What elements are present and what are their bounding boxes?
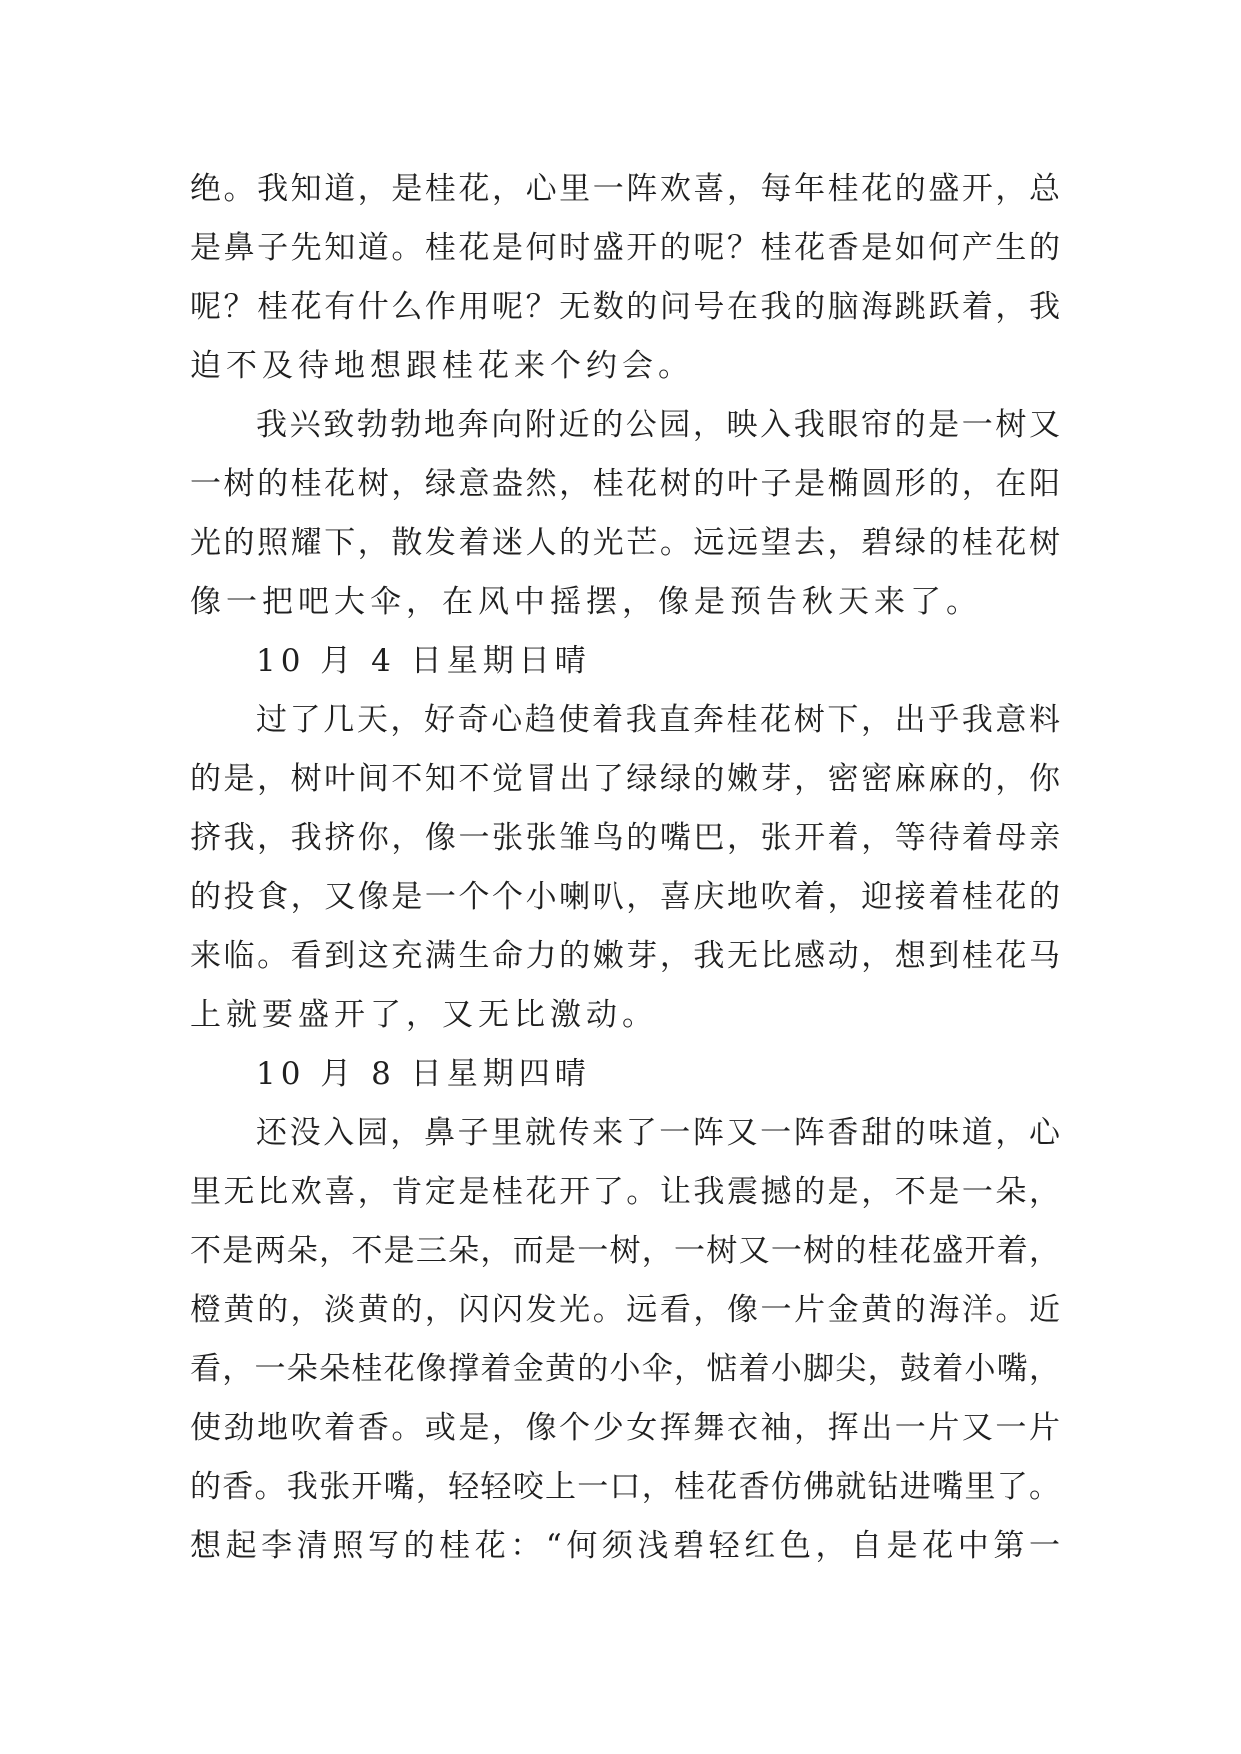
text-line: 像一把吧大伞，在风中摇摆，像是预告秋天来了。 bbox=[190, 584, 982, 620]
text-line: 迫不及待地想跟桂花来个约会。 bbox=[190, 348, 694, 384]
text-line: 是鼻子先知道。桂花是何时盛开的呢？桂花香是如何产生的 bbox=[190, 230, 1060, 266]
text-line: 橙黄的，淡黄的，闪闪发光。远看，像一片金黄的海洋。近 bbox=[190, 1292, 1060, 1328]
text-line: 一树的桂花树，绿意盎然，桂花树的叶子是椭圆形的，在阳 bbox=[190, 466, 1060, 502]
document-page bbox=[190, 160, 1060, 1576]
text-line: 看，一朵朵桂花像撑着金黄的小伞，惦着小脚尖，鼓着小嘴， bbox=[190, 1351, 1060, 1387]
text-line: 的是，树叶间不知不觉冒出了绿绿的嫩芽，密密麻麻的，你 bbox=[190, 761, 1060, 797]
text-line: 过了几天，好奇心趋使着我直奔桂花树下，出乎我意料 bbox=[256, 702, 1060, 738]
text-line: 绝。我知道，是桂花，心里一阵欢喜，每年桂花的盛开，总 bbox=[190, 171, 1060, 207]
diary-date-heading: 10 月 8 日星期四晴 bbox=[256, 1056, 591, 1092]
diary-date-heading: 10 月 4 日星期日晴 bbox=[256, 643, 591, 679]
text-line: 不是两朵，不是三朵，而是一树，一树又一树的桂花盛开着， bbox=[190, 1233, 1060, 1269]
text-line: 想起李清照写的桂花：“何须浅碧轻红色，自是花中第一 bbox=[190, 1528, 1060, 1564]
text-line: 呢？桂花有什么作用呢？无数的问号在我的脑海跳跃着，我 bbox=[190, 289, 1060, 325]
text-line: 来临。看到这充满生命力的嫩芽，我无比感动，想到桂花马 bbox=[190, 938, 1060, 974]
text-line: 使劲地吹着香。或是，像个少女挥舞衣袖，挥出一片又一片 bbox=[190, 1410, 1060, 1446]
text-line: 里无比欢喜，肯定是桂花开了。让我震撼的是，不是一朵， bbox=[190, 1174, 1060, 1210]
text-line: 上就要盛开了，又无比激动。 bbox=[190, 997, 658, 1033]
text-line: 的香。我张开嘴，轻轻咬上一口，桂花香仿佛就钻进嘴里了。 bbox=[190, 1469, 1060, 1505]
text-line: 光的照耀下，散发着迷人的光芒。远远望去，碧绿的桂花树 bbox=[190, 525, 1060, 561]
text-line: 的投食，又像是一个个小喇叭，喜庆地吹着，迎接着桂花的 bbox=[190, 879, 1060, 915]
text-line: 挤我，我挤你，像一张张雏鸟的嘴巴，张开着，等待着母亲 bbox=[190, 820, 1060, 856]
text-line: 我兴致勃勃地奔向附近的公园，映入我眼帘的是一树又 bbox=[256, 407, 1060, 443]
text-line: 还没入园，鼻子里就传来了一阵又一阵香甜的味道，心 bbox=[256, 1115, 1060, 1151]
